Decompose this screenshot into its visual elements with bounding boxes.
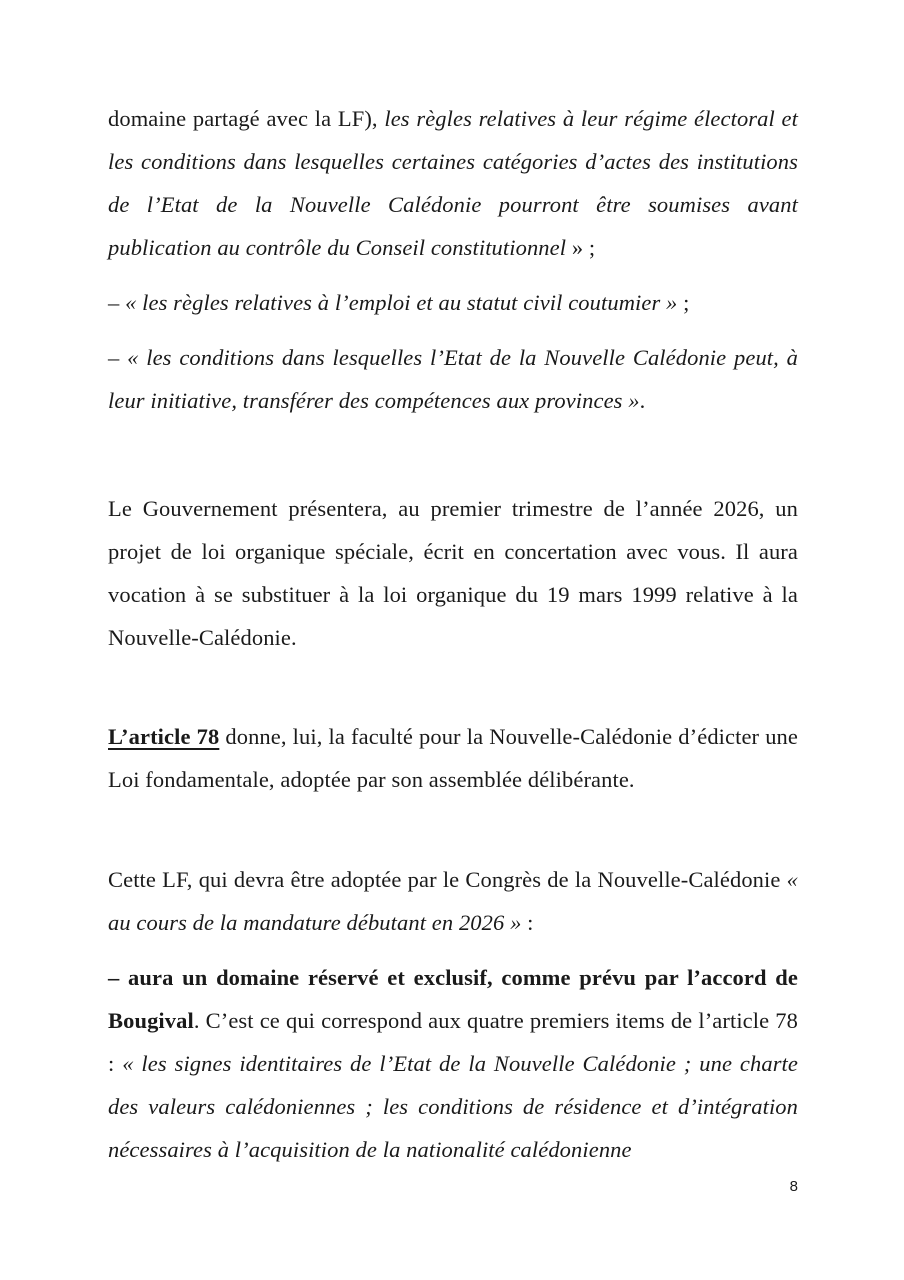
text-segment-italic: « au cours de la mandature débutant en 2026 » [108,867,798,935]
paragraph-article-78 [108,715,798,801]
text-segment-roman: . C’est ce qui correspond aux quatre premiers items de l’article 78 : [108,1008,798,1076]
text-segment-italic: « les conditions dans lesquelles l’Etat de la Nouvelle Calédonie peut, à leur initiative, transférer des compétences aux provinces » [108,345,798,413]
text-segment-roman: » ; [566,235,596,260]
page-footer [790,1178,798,1195]
text-segment-roman: : [521,910,534,935]
text-segment-roman: – [108,290,126,315]
text-segment-italic: « les signes identitaires de l’Etat de la Nouvelle Calédonie ; une charte des valeurs calédoniennes ; les conditions de résidence et d’intégration nécessaires à l’acquisition de la nationalité calédonienne [108,1051,798,1162]
paragraph-bullet-statut-coutumier [108,281,798,324]
text-segment-roman: ; [677,290,690,315]
page-number: 8 [789,1178,798,1195]
text-segment-italic: les règles relatives à leur régime électoral et les conditions dans lesquelles certaines catégories d’actes des institutions de l’Etat de la Nouvelle Calédonie pourront être soumises avant publication au contrôle du Conseil constitutionnel [108,106,798,260]
text-segment-bold: – aura un domaine réservé et exclusif, comme prévu par l’accord de Bougival [108,965,798,1033]
text-segment-bold-underline: L’article 78 [108,724,220,749]
text-segment-roman: – [108,345,128,370]
paragraph-gouvernement-loi-organique [108,487,798,659]
text-segment-italic: « les règles relatives à l’emploi et au statut civil coutumier » [125,290,678,315]
document-body [108,97,798,1171]
text-segment-roman: domaine partagé avec la LF), [108,106,385,131]
text-segment-roman: donne, lui, la faculté pour la Nouvelle-Calédonie d’édicter une Loi fondamentale, adoptée par son assemblée délibérante. [108,724,798,792]
paragraph-cette-lf [108,858,798,944]
text-segment-roman: Cette LF, qui devra être adoptée par le Congrès de la Nouvelle-Calédonie [108,867,787,892]
text-segment-roman: Le Gouvernement présentera, au premier trimestre de l’année 2026, un projet de loi organique spéciale, écrit en concertation avec vous. Il aura vocation à se substituer à la loi organique du 19 mars 1999 relative à la Nouvelle-Calédonie. [108,496,798,650]
text-segment-roman: . [639,388,646,413]
paragraph-domaine-reserve [108,956,798,1171]
paragraph-shared-domain-quote [108,97,798,269]
paragraph-bullet-transfert-provinces [108,336,798,422]
